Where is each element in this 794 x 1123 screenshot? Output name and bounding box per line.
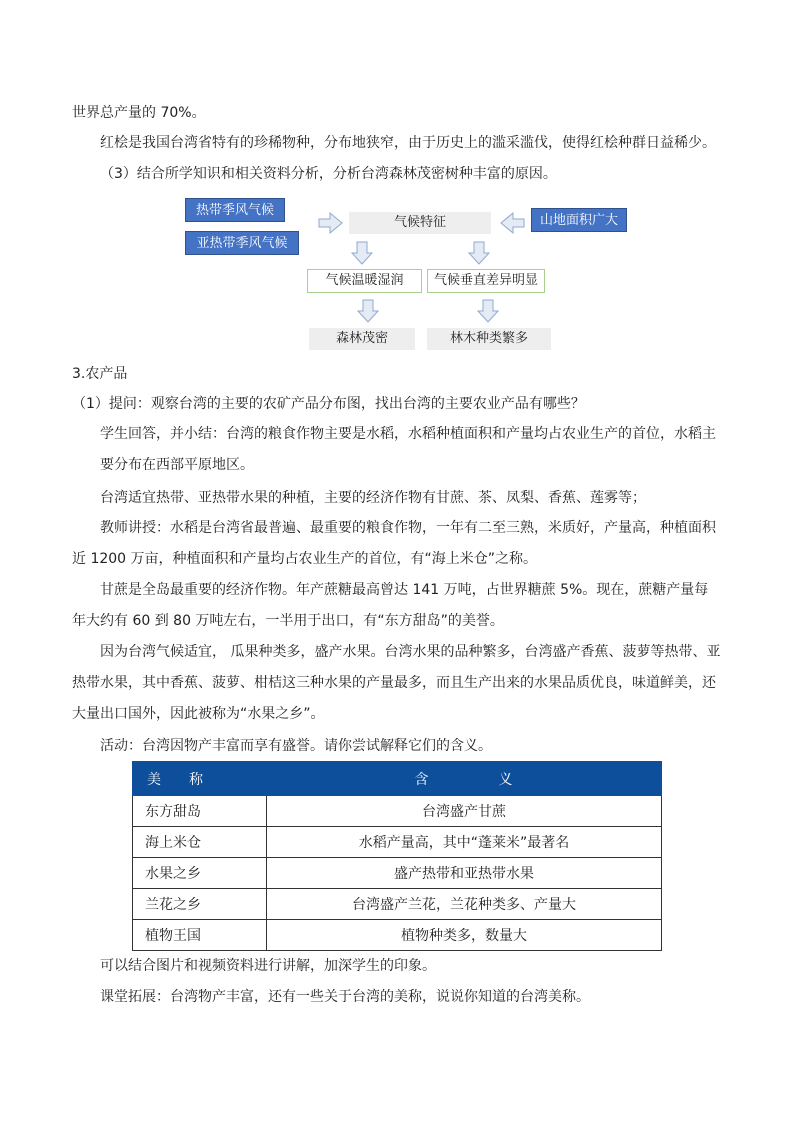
arrow-down-icon — [468, 241, 490, 265]
cell-meaning: 台湾盛产兰花，兰花种类多、产量大 — [267, 889, 662, 920]
box-vertical-difference: 气候垂直差异明显 — [427, 269, 545, 293]
paragraph-activity: 活动：台湾因物产丰富而享有盛誉。请你尝试解释它们的含义。 — [100, 738, 492, 754]
arrow-right-icon — [318, 212, 344, 234]
cell-meaning: 水稻产量高，其中“蓬莱米”最著名 — [267, 827, 662, 858]
arrow-down-icon — [351, 241, 373, 265]
arrow-down-icon — [477, 299, 499, 323]
paragraph-video: 可以结合图片和视频资料进行讲解，加深学生的印象。 — [100, 958, 436, 974]
table-row — [133, 858, 662, 889]
cell-meaning: 台湾盛产甘蔗 — [267, 796, 662, 827]
paragraph-red-cypress: 红桧是我国台湾省特有的珍稀物种，分布地狭窄，由于历史上的滥采滥伐，使得红桧种群日益稀少。 — [100, 135, 716, 151]
table-header-row — [133, 762, 662, 796]
header-meaning: 含 义 — [267, 762, 662, 796]
paragraph-fruit-land: 因为台湾气候适宜， 瓜果种类多，盛产水果。台湾水果的品种繁多，台湾盛产香蕉、菠萝等热带、亚热带水果，其中香蕉、菠萝、柑桔这三种水果的产量最多，而且生产出来的水果品质优良，味道鲜美，还大量出口国外，因此被称为“水果之乡”。 — [72, 644, 721, 722]
paragraph-teacher-rice: 教师讲授：水稻是台湾省最普遍、最重要的粮食作物，一年有二至三熟，米质好，产量高，种植面积近 1200 万亩，种植面积和产量均占农业生产的首位，有“海上米仓”之称。 — [72, 520, 716, 567]
question-products: （1）提问：观察台湾的主要的农矿产品分布图，找出台湾的主要农业产品有哪些？ — [72, 396, 585, 412]
cell-nickname: 水果之乡 — [133, 858, 267, 889]
section-heading: 3.农产品 — [72, 366, 128, 382]
box-mountain-area: 山地面积广大 — [531, 208, 627, 232]
forest-causes-diagram — [185, 196, 618, 351]
box-many-species: 林木种类繁多 — [427, 328, 551, 350]
question-forest-reasons: （3）结合所学知识和相关资料分析，分析台湾森林茂密树种丰富的原因。 — [100, 166, 557, 182]
cell-meaning: 盛产热带和亚热带水果 — [267, 858, 662, 889]
cell-nickname: 兰花之乡 — [133, 889, 267, 920]
header-nickname: 美 称 — [133, 762, 267, 796]
box-dense-forest: 森林茂密 — [309, 328, 415, 350]
cell-meaning: 植物种类多，数量大 — [267, 920, 662, 951]
cell-nickname: 海上米仓 — [133, 827, 267, 858]
paragraph-world-output: 世界总产量的 70%。 — [72, 105, 206, 121]
paragraph-student-answer: 学生回答，并小结：台湾的粮食作物主要是水稻，水稻种植面积和产量均占农业生产的首位，水稻主要分布在西部平原地区。 — [100, 426, 716, 473]
box-subtropical-monsoon: 亚热带季风气候 — [185, 231, 299, 255]
table-row — [133, 827, 662, 858]
box-warm-humid: 气候温暖湿润 — [307, 269, 422, 293]
table-row — [133, 920, 662, 951]
box-tropical-monsoon: 热带季风气候 — [185, 198, 285, 222]
cell-nickname: 东方甜岛 — [133, 796, 267, 827]
box-climate-features: 气候特征 — [349, 212, 491, 234]
table-row — [133, 889, 662, 920]
arrow-left-icon — [499, 212, 525, 234]
paragraph-tropical-fruit: 台湾适宜热带、亚热带水果的种植，主要的经济作物有甘蔗、茶、凤梨、香蕉、莲雾等； — [100, 490, 646, 506]
arrow-down-icon — [357, 299, 379, 323]
nicknames-table — [132, 761, 662, 951]
cell-nickname: 植物王国 — [133, 920, 267, 951]
paragraph-sugarcane: 甘蔗是全岛最重要的经济作物。年产蔗糖最高曾达 141 万吨，占世界糖蔗 5%。现在，蔗糖产量每年大约有 60 到 80 万吨左右，一半用于出口，有“东方甜岛”的美誉。 — [72, 582, 709, 629]
table-row — [133, 796, 662, 827]
paragraph-extension: 课堂拓展：台湾物产丰富，还有一些关于台湾的美称，说说你知道的台湾美称。 — [100, 989, 590, 1005]
